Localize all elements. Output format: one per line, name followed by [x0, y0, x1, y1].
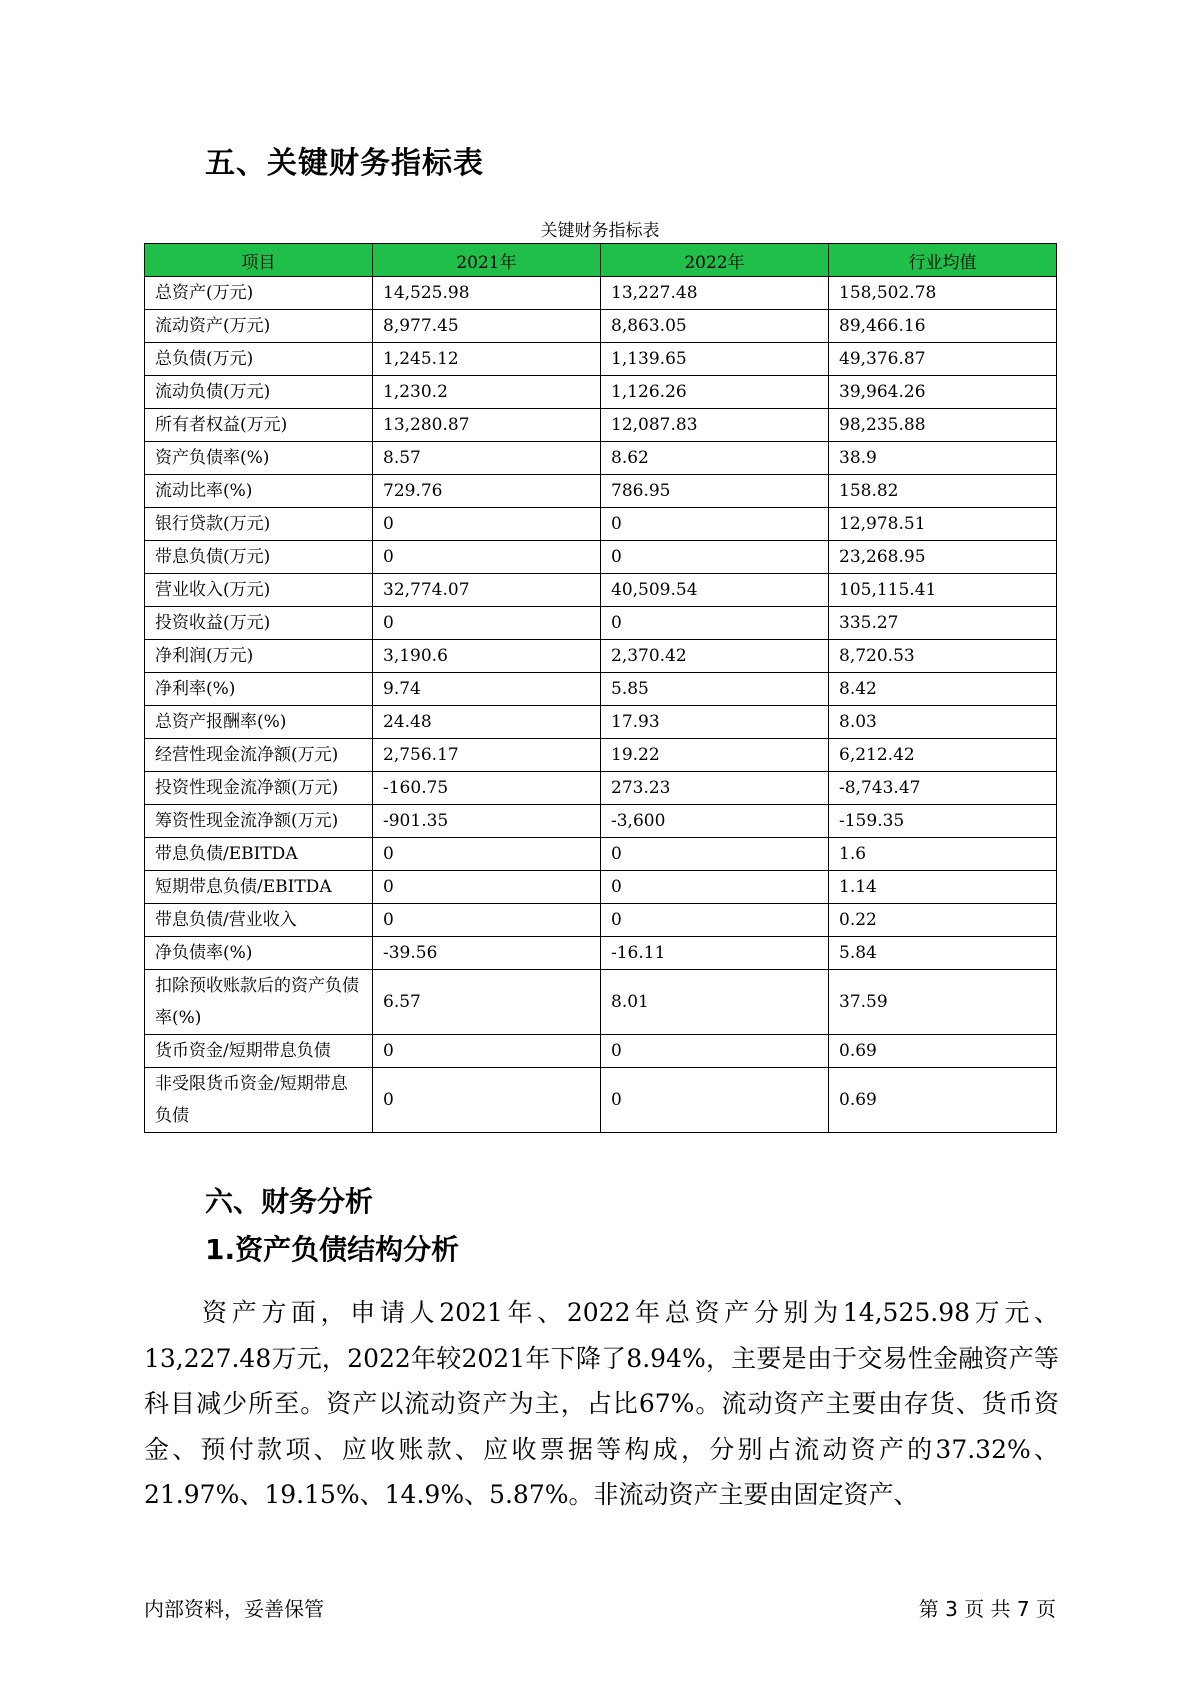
row-label: 银行贷款(万元)	[145, 508, 373, 541]
cell-value: 0	[601, 1068, 829, 1133]
cell-value: -159.35	[829, 805, 1057, 838]
cell-value: 8.62	[601, 442, 829, 475]
cell-value: 786.95	[601, 475, 829, 508]
section-heading-key-indicators: 五、关键财务指标表	[205, 146, 484, 181]
row-label: 带息负债/EBITDA	[145, 838, 373, 871]
table-row	[145, 277, 1057, 310]
cell-value: 0	[601, 904, 829, 937]
table-row	[145, 904, 1057, 937]
cell-value: 0	[601, 871, 829, 904]
cell-value: 6,212.42	[829, 739, 1057, 772]
cell-value: 0	[601, 607, 829, 640]
cell-value: -3,600	[601, 805, 829, 838]
cell-value: 8.01	[601, 970, 829, 1035]
row-label: 净负债率(%)	[145, 937, 373, 970]
row-label: 净利率(%)	[145, 673, 373, 706]
cell-value: 98,235.88	[829, 409, 1057, 442]
table-row	[145, 343, 1057, 376]
cell-value: -8,743.47	[829, 772, 1057, 805]
cell-value: 1.6	[829, 838, 1057, 871]
subsection-heading-structure-analysis: 1.资产负债结构分析	[205, 1233, 460, 1266]
cell-value: 1.14	[829, 871, 1057, 904]
row-label: 资产负债率(%)	[145, 442, 373, 475]
table-row	[145, 508, 1057, 541]
cell-value: 19.22	[601, 739, 829, 772]
table-row	[145, 1035, 1057, 1068]
table-row	[145, 1068, 1057, 1133]
cell-value: -160.75	[373, 772, 601, 805]
cell-value: 9.74	[373, 673, 601, 706]
cell-value: 0	[601, 541, 829, 574]
cell-value: 105,115.41	[829, 574, 1057, 607]
section-heading-financial-analysis: 六、财务分析	[205, 1185, 374, 1218]
cell-value: 0	[373, 838, 601, 871]
cell-value: 1,139.65	[601, 343, 829, 376]
table-row	[145, 970, 1057, 1035]
row-label: 货币资金/短期带息负债	[145, 1035, 373, 1068]
cell-value: 8,720.53	[829, 640, 1057, 673]
row-label: 经营性现金流净额(万元)	[145, 739, 373, 772]
cell-value: 2,370.42	[601, 640, 829, 673]
row-label: 筹资性现金流净额(万元)	[145, 805, 373, 838]
row-label: 流动负债(万元)	[145, 376, 373, 409]
table-row	[145, 772, 1057, 805]
table-row	[145, 706, 1057, 739]
cell-value: 14,525.98	[373, 277, 601, 310]
cell-value: 37.59	[829, 970, 1057, 1035]
cell-value: 5.84	[829, 937, 1057, 970]
row-label: 投资收益(万元)	[145, 607, 373, 640]
cell-value: 0	[373, 1035, 601, 1068]
row-label: 投资性现金流净额(万元)	[145, 772, 373, 805]
row-label: 带息负债(万元)	[145, 541, 373, 574]
cell-value: 273.23	[601, 772, 829, 805]
cell-value: 49,376.87	[829, 343, 1057, 376]
table-row	[145, 607, 1057, 640]
key-financial-indicators-table	[144, 243, 1057, 1133]
row-label: 短期带息负债/EBITDA	[145, 871, 373, 904]
cell-value: 0	[373, 541, 601, 574]
cell-value: 32,774.07	[373, 574, 601, 607]
cell-value: 2,756.17	[373, 739, 601, 772]
row-label: 扣除预收账款后的资产负债率(%)	[145, 970, 373, 1035]
cell-value: 5.85	[601, 673, 829, 706]
cell-value: 38.9	[829, 442, 1057, 475]
row-label: 营业收入(万元)	[145, 574, 373, 607]
cell-value: 8,863.05	[601, 310, 829, 343]
cell-value: 3,190.6	[373, 640, 601, 673]
cell-value: 1,230.2	[373, 376, 601, 409]
cell-value: 1,245.12	[373, 343, 601, 376]
cell-value: -39.56	[373, 937, 601, 970]
row-label: 总资产(万元)	[145, 277, 373, 310]
table-row	[145, 871, 1057, 904]
table-row	[145, 673, 1057, 706]
cell-value: 158.82	[829, 475, 1057, 508]
table-row	[145, 376, 1057, 409]
cell-value: -16.11	[601, 937, 829, 970]
cell-value: 0.69	[829, 1068, 1057, 1133]
cell-value: 8,977.45	[373, 310, 601, 343]
cell-value: 158,502.78	[829, 277, 1057, 310]
table-row	[145, 310, 1057, 343]
row-label: 流动资产(万元)	[145, 310, 373, 343]
table-header-row	[145, 244, 1057, 277]
table-row	[145, 937, 1057, 970]
cell-value: 0	[601, 1035, 829, 1068]
table-row	[145, 574, 1057, 607]
cell-value: 1,126.26	[601, 376, 829, 409]
header-2022: 2022年	[601, 244, 829, 277]
cell-value: 23,268.95	[829, 541, 1057, 574]
cell-value: 335.27	[829, 607, 1057, 640]
cell-value: 0	[601, 838, 829, 871]
cell-value: 89,466.16	[829, 310, 1057, 343]
cell-value: 39,964.26	[829, 376, 1057, 409]
table-row	[145, 805, 1057, 838]
cell-value: 0	[601, 508, 829, 541]
cell-value: 40,509.54	[601, 574, 829, 607]
row-label: 总负债(万元)	[145, 343, 373, 376]
cell-value: 0	[373, 607, 601, 640]
header-industry-average: 行业均值	[829, 244, 1057, 277]
cell-value: 0	[373, 871, 601, 904]
row-label: 非受限货币资金/短期带息负债	[145, 1068, 373, 1133]
analysis-paragraph: 资产方面，申请人2021年、2022年总资产分别为14,525.98万元、13,227.48万元，2022年较2021年下降了8.94%，主要是由于交易性金融资产等科目减少所至。资产以流动资产为主，占比67%。流动资产主要由存货、货币资金、预付款项、应收账款、应收票据等构成，分别占流动资产的37.32%、21.97%、19.15%、14.9%、5.87%。非流动资产主要由固定资产、	[144, 1298, 1059, 1509]
cell-value: 0	[373, 1068, 601, 1133]
cell-value: 17.93	[601, 706, 829, 739]
row-label: 所有者权益(万元)	[145, 409, 373, 442]
footer-page-number: 第 3 页 共 7 页	[918, 1597, 1056, 1621]
footer-confidential-note: 内部资料，妥善保管	[144, 1597, 324, 1621]
cell-value: 24.48	[373, 706, 601, 739]
cell-value: 13,227.48	[601, 277, 829, 310]
cell-value: 13,280.87	[373, 409, 601, 442]
cell-value: 0.69	[829, 1035, 1057, 1068]
cell-value: 12,978.51	[829, 508, 1057, 541]
table-row	[145, 409, 1057, 442]
cell-value: 6.57	[373, 970, 601, 1035]
row-label: 净利润(万元)	[145, 640, 373, 673]
table-row	[145, 442, 1057, 475]
cell-value: 8.03	[829, 706, 1057, 739]
header-item: 项目	[145, 244, 373, 277]
table-row	[145, 739, 1057, 772]
row-label: 带息负债/营业收入	[145, 904, 373, 937]
table-row	[145, 475, 1057, 508]
header-2021: 2021年	[373, 244, 601, 277]
table-row	[145, 640, 1057, 673]
cell-value: 12,087.83	[601, 409, 829, 442]
row-label: 流动比率(%)	[145, 475, 373, 508]
cell-value: 0.22	[829, 904, 1057, 937]
cell-value: 0	[373, 508, 601, 541]
cell-value: 8.57	[373, 442, 601, 475]
table-caption: 关键财务指标表	[540, 221, 660, 241]
table-row	[145, 541, 1057, 574]
cell-value: 8.42	[829, 673, 1057, 706]
cell-value: 0	[373, 904, 601, 937]
row-label: 总资产报酬率(%)	[145, 706, 373, 739]
cell-value: -901.35	[373, 805, 601, 838]
cell-value: 729.76	[373, 475, 601, 508]
table-row	[145, 838, 1057, 871]
